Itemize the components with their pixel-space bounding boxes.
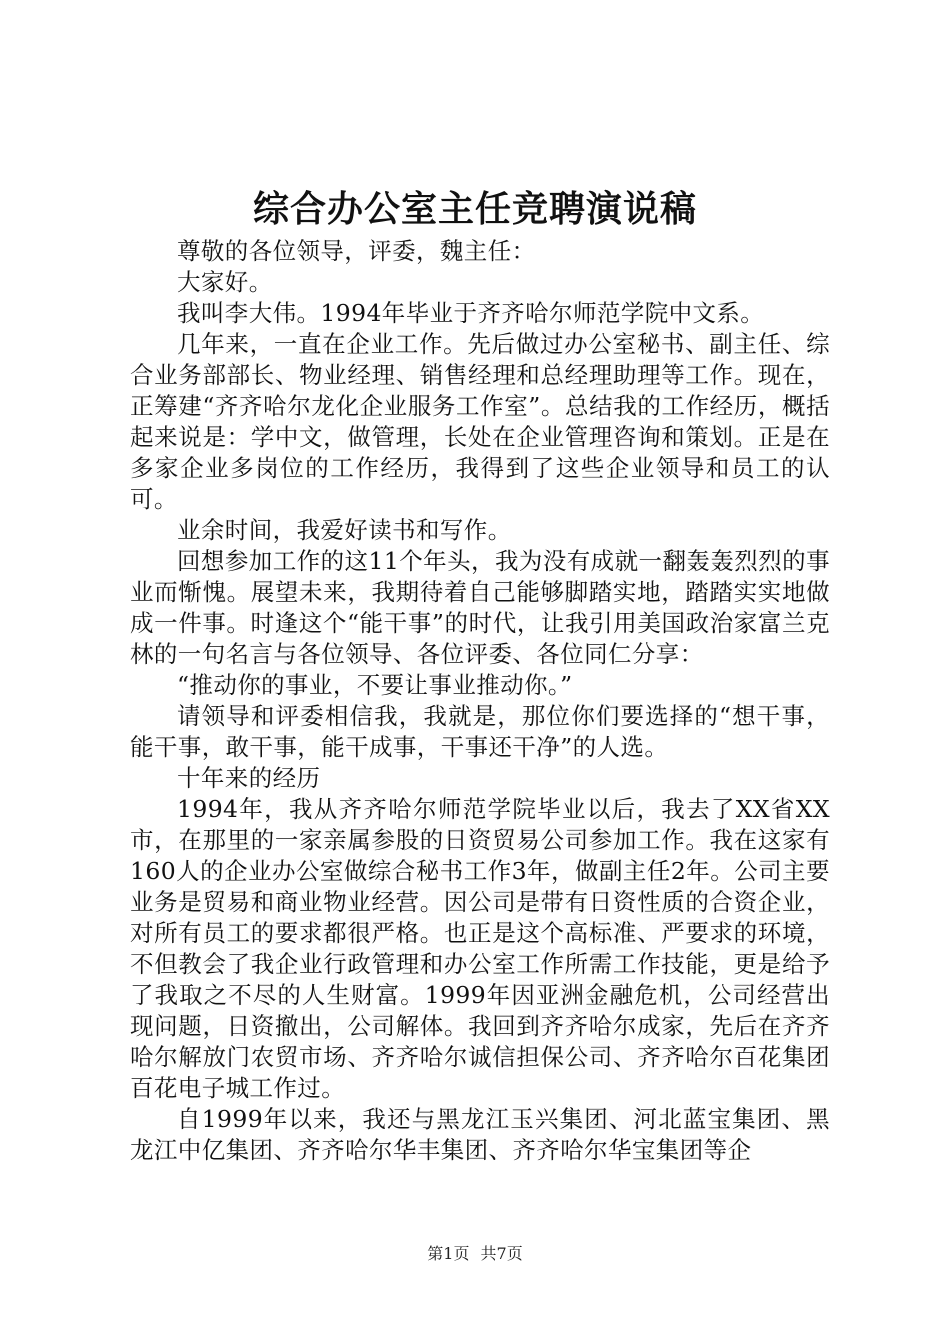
paragraph-work-summary: 几年来，一直在企业工作。先后做过办公室秘书、副主任、综合业务部部长、物业经理、销售经理和总经理助理等工作。现在，正筹建“齐齐哈尔龙化企业服务工作室”。总结我的工作经历，概括起来说是：学中文，做管理，长处在企业管理咨询和策划。正是在多家企业多岗位的工作经历，我得到了这些企业领导和员工的认可。 [130,330,830,513]
document-body [130,236,830,1166]
paragraph-introduction: 我叫李大伟。1994年毕业于齐齐哈尔师范学院中文系。 [177,299,765,327]
paragraph-experience-1999: 自1999年以来，我还与黑龙江玉兴集团、河北蓝宝集团、黑龙江中亿集团、齐齐哈尔华丰集团、齐齐哈尔华宝集团等企 [130,1105,830,1164]
paragraph-greeting: 大家好。 [177,268,273,296]
page-total: 共7页 [480,1244,523,1263]
paragraph-quote: “推动你的事业，不要让事业推动你。” [177,671,573,699]
section-heading-experience: 十年来的经历 [177,764,321,792]
paragraph-experience-1994: 1994年，我从齐齐哈尔师范学院毕业以后，我去了XX省XX市，在那里的一家亲属参股的日资贸易公司参加工作。我在这家有160人的企业办公室做综合秘书工作3年，做副主任2年。公司主要业务是贸易和商业物业经营。因公司是带有日资性质的合资企业，对所有员工的要求都很严格。也正是这个高标准、严要求的环境，不但教会了我企业行政管理和办公室工作所需工作技能，更是给予了我取之不尽的人生财富。1999年因亚洲金融危机，公司经营出现问题，日资撤出，公司解体。我回到齐齐哈尔成家，先后在齐齐哈尔解放门农贸市场、齐齐哈尔诚信担保公司、齐齐哈尔百花集团百花电子城工作过。 [130,795,830,1102]
paragraph-request: 请领导和评委相信我，我就是，那位你们要选择的“想干事，能干事，敢干事，能干成事，干事还干净”的人选。 [130,702,830,761]
paragraph-salutation: 尊敬的各位领导，评委，魏主任： [177,237,536,265]
page-number: 第1页 [427,1244,470,1263]
page-footer [0,1243,950,1265]
paragraph-hobbies: 业余时间，我爱好读书和写作。 [177,516,512,544]
document-title: 综合办公室主任竞聘演说稿 [252,188,697,230]
paragraph-reflection: 回想参加工作的这11个年头，我为没有成就一翻轰轰烈烈的事业而惭愧。展望未来，我期待着自己能够脚踏实地，踏踏实实地做成一件事。时逢这个“能干事”的时代，让我引用美国政治家富兰克林的一句名言与各位领导、各位评委、各位同仁分享： [130,547,830,668]
